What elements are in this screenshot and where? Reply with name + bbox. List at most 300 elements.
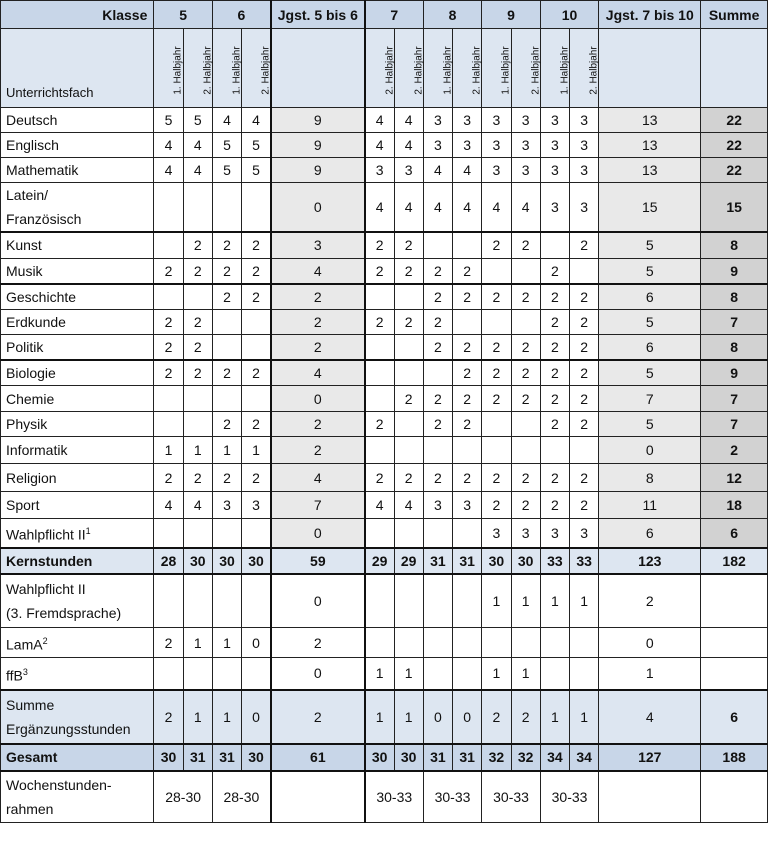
- table-row: [1, 464, 768, 492]
- table-cell: 2: [183, 258, 212, 284]
- table-cell: 4: [394, 108, 423, 133]
- rahmen-cell: 28-30: [154, 771, 213, 823]
- subheader-empty: [271, 29, 365, 108]
- table-cell: 2: [482, 232, 511, 258]
- table-cell: [154, 412, 183, 437]
- table-cell: 2: [423, 386, 452, 412]
- header-grade-10: 10: [540, 1, 599, 29]
- table-cell: [453, 310, 482, 335]
- table-cell: [242, 310, 271, 335]
- table-cell: 1: [154, 437, 183, 464]
- table-cell: 4: [482, 183, 511, 233]
- table-cell: 188: [701, 744, 768, 771]
- table-cell: [212, 335, 241, 361]
- table-cell: 7: [599, 386, 701, 412]
- table-cell: 3: [423, 133, 452, 158]
- table-cell: 2: [570, 232, 599, 258]
- table-cell: 30: [242, 548, 271, 574]
- subject-label: Informatik: [1, 437, 154, 464]
- ergsum-row: [1, 690, 768, 744]
- table-cell: [394, 437, 423, 464]
- table-cell: 4: [154, 133, 183, 158]
- table-cell: 34: [570, 744, 599, 771]
- subject-label: Wahlpflicht II (3. Fremdsprache): [1, 574, 154, 628]
- table-row: [1, 437, 768, 464]
- table-cell: 30: [212, 548, 241, 574]
- table-cell: 2: [511, 232, 540, 258]
- table-cell: 2: [511, 360, 540, 386]
- subject-label: Geschichte: [1, 284, 154, 310]
- table-cell: 0: [423, 690, 452, 744]
- table-cell: 2: [423, 412, 452, 437]
- table-cell: 13: [599, 158, 701, 183]
- table-cell: 2: [423, 284, 452, 310]
- table-cell: 127: [599, 744, 701, 771]
- table-cell: [242, 386, 271, 412]
- table-cell: 0: [271, 183, 365, 233]
- table-cell: 2: [271, 628, 365, 658]
- table-cell: 2: [154, 360, 183, 386]
- table-cell: 3: [540, 183, 569, 233]
- table-cell: 4: [154, 492, 183, 519]
- table-cell: 7: [271, 492, 365, 519]
- table-cell: [183, 284, 212, 310]
- subject-label: ffB$^3$: [1, 658, 154, 690]
- table-cell: 4: [183, 492, 212, 519]
- table-cell: 1: [570, 690, 599, 744]
- table-cell: 2: [242, 232, 271, 258]
- table-cell: 1: [570, 574, 599, 628]
- table-cell: 1: [212, 690, 241, 744]
- table-cell: 2: [540, 335, 569, 361]
- table-cell: 32: [482, 744, 511, 771]
- table-cell: [365, 574, 394, 628]
- table-cell: 3: [540, 133, 569, 158]
- table-cell: 9: [701, 258, 768, 284]
- halbjahr-header: 2. Halbjahr: [365, 29, 394, 108]
- table-cell: 2: [271, 284, 365, 310]
- header-klasse: Klasse: [1, 1, 154, 29]
- table-cell: [570, 658, 599, 690]
- table-cell: 4: [394, 183, 423, 233]
- table-row: [1, 492, 768, 519]
- table-cell: 1: [540, 574, 569, 628]
- table-cell: 30: [183, 548, 212, 574]
- table-cell: [482, 437, 511, 464]
- subheader-row: [1, 29, 768, 108]
- table-cell: 2: [271, 412, 365, 437]
- table-cell: 2: [540, 492, 569, 519]
- table-cell: 3: [482, 519, 511, 548]
- table-row: [1, 519, 768, 548]
- table-cell: 4: [365, 108, 394, 133]
- table-cell: 2: [242, 464, 271, 492]
- erg-row: [1, 658, 768, 690]
- table-cell: 9: [271, 133, 365, 158]
- table-cell: 2: [394, 310, 423, 335]
- table-cell: 2: [242, 412, 271, 437]
- table-cell: 0: [271, 519, 365, 548]
- table-cell: [242, 183, 271, 233]
- table-cell: 34: [540, 744, 569, 771]
- header-row: [1, 1, 768, 29]
- halbjahr-header: 2. Halbjahr: [453, 29, 482, 108]
- table-cell: [154, 183, 183, 233]
- table-cell: 3: [570, 133, 599, 158]
- table-cell: 15: [701, 183, 768, 233]
- table-cell: 2: [154, 690, 183, 744]
- table-cell: 2: [271, 690, 365, 744]
- table-cell: 22: [701, 158, 768, 183]
- table-cell: [183, 183, 212, 233]
- table-row: [1, 310, 768, 335]
- table-cell: 4: [242, 108, 271, 133]
- header-jgst-7-10: Jgst. 7 bis 10: [599, 1, 701, 29]
- table-cell: 4: [365, 183, 394, 233]
- table-cell: 2: [540, 412, 569, 437]
- table-cell: 2: [394, 386, 423, 412]
- table-cell: 6: [701, 519, 768, 548]
- table-cell: [394, 519, 423, 548]
- table-cell: 30: [365, 744, 394, 771]
- table-cell: [453, 574, 482, 628]
- table-cell: 3: [540, 108, 569, 133]
- table-cell: 2: [453, 412, 482, 437]
- table-cell: 1: [540, 690, 569, 744]
- table-cell: 8: [701, 335, 768, 361]
- table-cell: 1: [394, 658, 423, 690]
- halbjahr-header: 1. Halbjahr: [540, 29, 569, 108]
- table-cell: 3: [570, 183, 599, 233]
- subject-label: Musik: [1, 258, 154, 284]
- table-cell: 2: [511, 386, 540, 412]
- table-cell: 3: [423, 108, 452, 133]
- table-cell: 29: [365, 548, 394, 574]
- subject-label: LamA$^2$: [1, 628, 154, 658]
- header-grade-8: 8: [423, 1, 482, 29]
- table-cell: 18: [701, 492, 768, 519]
- rahmen-cell: 30-33: [482, 771, 541, 823]
- table-cell: 9: [271, 158, 365, 183]
- table-cell: 31: [183, 744, 212, 771]
- table-cell: 2: [701, 437, 768, 464]
- table-cell: 7: [701, 310, 768, 335]
- header-grade-9: 9: [482, 1, 541, 29]
- table-cell: 2: [570, 310, 599, 335]
- table-cell: 2: [365, 464, 394, 492]
- halbjahr-header: 1. Halbjahr: [482, 29, 511, 108]
- table-cell: 2: [394, 464, 423, 492]
- table-cell: 3: [511, 108, 540, 133]
- table-cell: [511, 412, 540, 437]
- table-cell: 29: [394, 548, 423, 574]
- table-cell: 1: [212, 628, 241, 658]
- table-cell: [183, 519, 212, 548]
- table-cell: 13: [599, 108, 701, 133]
- table-cell: [183, 574, 212, 628]
- table-cell: [365, 628, 394, 658]
- table-cell: [701, 658, 768, 690]
- table-cell: 3: [365, 158, 394, 183]
- table-cell: 22: [701, 133, 768, 158]
- table-cell: 2: [511, 335, 540, 361]
- table-cell: 5: [212, 158, 241, 183]
- table-cell: [511, 437, 540, 464]
- table-cell: [423, 360, 452, 386]
- table-cell: [394, 284, 423, 310]
- rahmen-cell: 28-30: [212, 771, 271, 823]
- table-cell: [394, 412, 423, 437]
- table-cell: 1: [511, 574, 540, 628]
- halbjahr-header: 1. Halbjahr: [423, 29, 452, 108]
- subject-label: Kernstunden: [1, 548, 154, 574]
- table-cell: 3: [453, 133, 482, 158]
- table-cell: 5: [599, 232, 701, 258]
- table-cell: 2: [511, 464, 540, 492]
- halbjahr-header: 1. Halbjahr: [212, 29, 241, 108]
- table-cell: 2: [423, 464, 452, 492]
- table-row: [1, 284, 768, 310]
- table-cell: 1: [183, 437, 212, 464]
- table-cell: 0: [599, 628, 701, 658]
- table-cell: 2: [394, 232, 423, 258]
- table-cell: [212, 519, 241, 548]
- table-cell: 30: [482, 548, 511, 574]
- table-cell: 2: [212, 412, 241, 437]
- halbjahr-header: 2. Halbjahr: [511, 29, 540, 108]
- table-cell: [511, 628, 540, 658]
- table-cell: [242, 519, 271, 548]
- table-cell: 2: [511, 690, 540, 744]
- rahmen-cell: [701, 771, 768, 823]
- table-row: [1, 386, 768, 412]
- table-cell: [154, 519, 183, 548]
- table-cell: 3: [453, 492, 482, 519]
- subject-label: Summe Ergänzungsstunden: [1, 690, 154, 744]
- table-cell: 2: [540, 258, 569, 284]
- table-cell: [212, 574, 241, 628]
- table-cell: 3: [271, 232, 365, 258]
- table-cell: 5: [242, 158, 271, 183]
- table-cell: 2: [453, 284, 482, 310]
- table-cell: 2: [570, 464, 599, 492]
- table-cell: 31: [453, 548, 482, 574]
- table-cell: 8: [701, 232, 768, 258]
- table-cell: 3: [453, 108, 482, 133]
- table-cell: 2: [242, 258, 271, 284]
- table-cell: 5: [242, 133, 271, 158]
- table-cell: 4: [212, 108, 241, 133]
- table-cell: 5: [183, 108, 212, 133]
- table-cell: 2: [183, 464, 212, 492]
- table-cell: 8: [599, 464, 701, 492]
- subject-label: Deutsch: [1, 108, 154, 133]
- table-cell: 30: [511, 548, 540, 574]
- table-cell: [154, 284, 183, 310]
- table-cell: 2: [423, 258, 452, 284]
- subheader-empty: [599, 29, 701, 108]
- table-cell: 1: [242, 437, 271, 464]
- table-cell: 2: [453, 464, 482, 492]
- table-cell: 2: [482, 386, 511, 412]
- table-cell: [453, 519, 482, 548]
- table-cell: [423, 658, 452, 690]
- table-cell: 2: [154, 310, 183, 335]
- subheader-empty: [701, 29, 768, 108]
- halbjahr-header: 2. Halbjahr: [394, 29, 423, 108]
- table-cell: 9: [271, 108, 365, 133]
- table-cell: 1: [183, 690, 212, 744]
- subject-label: Kunst: [1, 232, 154, 258]
- table-cell: 2: [482, 492, 511, 519]
- header-grade-5: 5: [154, 1, 213, 29]
- table-cell: [453, 232, 482, 258]
- table-cell: 3: [540, 519, 569, 548]
- subject-label: Mathematik: [1, 158, 154, 183]
- header-grade-7: 7: [365, 1, 424, 29]
- table-cell: 61: [271, 744, 365, 771]
- table-cell: 2: [365, 310, 394, 335]
- table-cell: 2: [365, 232, 394, 258]
- table-cell: 1: [365, 658, 394, 690]
- table-cell: 2: [482, 284, 511, 310]
- rahmen-cell: [271, 771, 365, 823]
- erg-row: [1, 628, 768, 658]
- table-cell: [394, 574, 423, 628]
- table-cell: [482, 310, 511, 335]
- table-cell: 2: [365, 412, 394, 437]
- table-cell: 4: [183, 158, 212, 183]
- table-cell: 4: [271, 360, 365, 386]
- table-cell: [394, 628, 423, 658]
- halbjahr-header: 1. Halbjahr: [154, 29, 183, 108]
- table-cell: 3: [540, 158, 569, 183]
- table-cell: 2: [570, 412, 599, 437]
- halbjahr-header: 2. Halbjahr: [183, 29, 212, 108]
- table-cell: [154, 386, 183, 412]
- erg-row: [1, 574, 768, 628]
- table-cell: 4: [271, 258, 365, 284]
- gesamt-row: [1, 744, 768, 771]
- table-cell: 2: [423, 310, 452, 335]
- table-cell: [423, 519, 452, 548]
- table-cell: 5: [154, 108, 183, 133]
- table-cell: 1: [482, 574, 511, 628]
- table-cell: [511, 258, 540, 284]
- header-grade-6: 6: [212, 1, 271, 29]
- kernstunden-row: [1, 548, 768, 574]
- table-cell: 3: [482, 133, 511, 158]
- table-cell: 5: [599, 360, 701, 386]
- table-cell: 0: [242, 690, 271, 744]
- table-cell: 2: [570, 492, 599, 519]
- table-cell: 33: [570, 548, 599, 574]
- table-cell: 2: [540, 464, 569, 492]
- rahmen-label: Wochenstunden- rahmen: [1, 771, 154, 823]
- table-cell: 1: [212, 437, 241, 464]
- table-cell: 2: [570, 360, 599, 386]
- subject-label: Religion: [1, 464, 154, 492]
- table-cell: [453, 658, 482, 690]
- table-cell: 4: [271, 464, 365, 492]
- table-cell: 59: [271, 548, 365, 574]
- table-cell: 30: [394, 744, 423, 771]
- table-cell: 2: [453, 386, 482, 412]
- table-cell: 2: [453, 360, 482, 386]
- rahmen-row: [1, 771, 768, 823]
- table-cell: 2: [423, 335, 452, 361]
- table-cell: 2: [482, 360, 511, 386]
- table-cell: [365, 386, 394, 412]
- table-cell: 2: [511, 492, 540, 519]
- subject-label: Erdkunde: [1, 310, 154, 335]
- table-cell: [394, 360, 423, 386]
- table-row: [1, 158, 768, 183]
- table-cell: 4: [154, 158, 183, 183]
- table-cell: 5: [212, 133, 241, 158]
- table-cell: 1: [183, 628, 212, 658]
- table-cell: [365, 437, 394, 464]
- table-cell: 6: [599, 519, 701, 548]
- table-cell: 31: [423, 548, 452, 574]
- table-cell: 4: [365, 492, 394, 519]
- table-cell: 4: [394, 133, 423, 158]
- table-cell: [482, 412, 511, 437]
- table-row: [1, 183, 768, 233]
- rahmen-cell: 30-33: [423, 771, 482, 823]
- table-cell: [212, 386, 241, 412]
- table-cell: 2: [212, 284, 241, 310]
- table-cell: 9: [701, 360, 768, 386]
- table-cell: 30: [242, 744, 271, 771]
- table-cell: 2: [540, 310, 569, 335]
- table-cell: 2: [154, 628, 183, 658]
- rahmen-cell: 30-33: [365, 771, 424, 823]
- table-cell: [453, 437, 482, 464]
- table-cell: 2: [242, 284, 271, 310]
- table-cell: 1: [511, 658, 540, 690]
- table-cell: [242, 574, 271, 628]
- table-cell: 1: [482, 658, 511, 690]
- table-cell: [212, 658, 241, 690]
- table-cell: [154, 232, 183, 258]
- subject-label: Gesamt: [1, 744, 154, 771]
- table-cell: 2: [482, 464, 511, 492]
- table-row: [1, 133, 768, 158]
- table-cell: 2: [271, 335, 365, 361]
- subject-label: Latein/ Französisch: [1, 183, 154, 233]
- table-cell: [365, 519, 394, 548]
- subject-label: Physik: [1, 412, 154, 437]
- table-cell: [701, 574, 768, 628]
- table-cell: 0: [271, 574, 365, 628]
- table-cell: 2: [599, 574, 701, 628]
- table-cell: 31: [453, 744, 482, 771]
- table-cell: 12: [701, 464, 768, 492]
- table-cell: 2: [570, 335, 599, 361]
- table-cell: 4: [453, 158, 482, 183]
- table-cell: 2: [365, 258, 394, 284]
- table-cell: 11: [599, 492, 701, 519]
- table-cell: [701, 628, 768, 658]
- table-cell: 2: [540, 360, 569, 386]
- table-row: [1, 335, 768, 361]
- table-cell: 33: [540, 548, 569, 574]
- table-cell: 2: [453, 258, 482, 284]
- table-cell: 123: [599, 548, 701, 574]
- table-cell: 4: [599, 690, 701, 744]
- table-cell: 3: [570, 519, 599, 548]
